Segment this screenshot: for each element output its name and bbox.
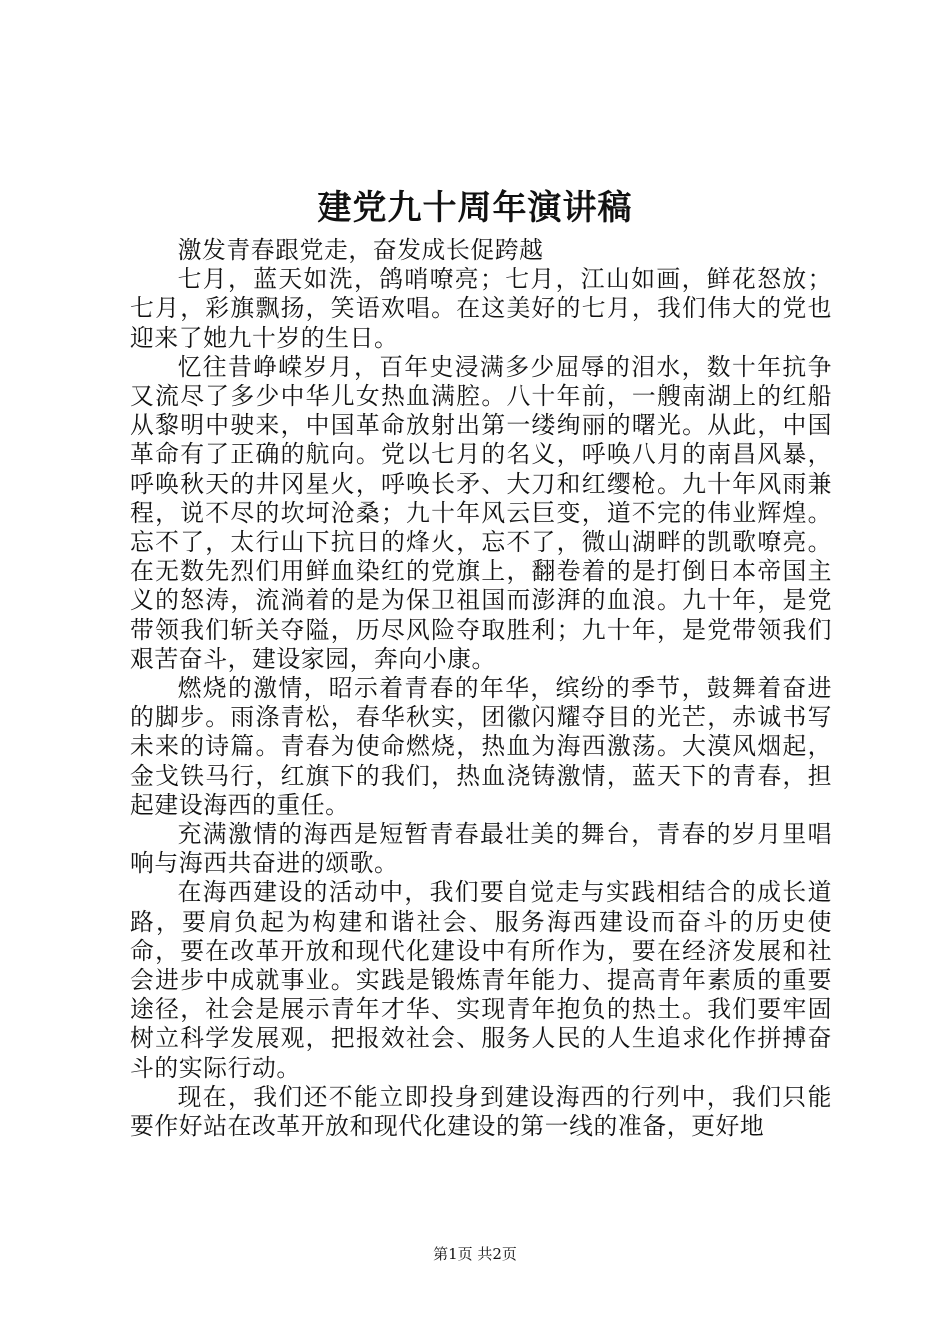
paragraph-history: 忆往昔峥嵘岁月，百年史浸满多少屈辱的泪水，数十年抗争又流尽了多少中华儿女热血满腔。八十年前，一艘南湖上的红船从黎明中驶来，中国革命放射出第一缕绚丽的曙光。从此，中国革命有了正确的航向。党以七月的名义，呼唤八月的南昌风暴，呼唤秋天的井冈星火，呼唤长矛、大刀和红缨枪。九十年风雨兼程，说不尽的坎坷沧桑；九十年风云巨变，道不完的伟业辉煌。忘不了，太行山下抗日的烽火，忘不了，微山湖畔的凯歌嘹亮。在无数先烈们用鲜血染红的党旗上，翻卷着的是打倒日本帝国主义的怒涛，流淌着的是为保卫祖国而澎湃的血浪。九十年，是党带领我们斩关夺隘，历尽风险夺取胜利；九十年，是党带领我们艰苦奋斗，建设家园，奔向小康。 bbox=[130, 352, 832, 673]
document-title: 建党九十周年演讲稿 bbox=[317, 188, 633, 228]
paragraph-passion: 燃烧的激情，昭示着青春的年华，缤纷的季节，鼓舞着奋进的脚步。雨涤青松，春华秋实，团徽闪耀夺目的光芒，赤诚书写未来的诗篇。青春为使命燃烧，热血为海西激荡。大漠风烟起，金戈铁马行，红旗下的我们，热血浇铸激情，蓝天下的青春，担起建设海西的重任。 bbox=[130, 674, 832, 819]
paragraph-july: 七月，蓝天如洗，鸽哨嘹亮；七月，江山如画，鲜花怒放；七月，彩旗飘扬，笑语欢唱。在这美好的七月，我们伟大的党也迎来了她九十岁的生日。 bbox=[130, 265, 832, 352]
page-footer: 第1页 共2页 bbox=[433, 1245, 517, 1263]
paragraph-now: 现在，我们还不能立即投身到建设海西的行列中，我们只能要作好站在改革开放和现代化建设的第一线的准备，更好地 bbox=[130, 1082, 832, 1141]
paragraph-haixi-stage: 充满激情的海西是短暂青春最壮美的舞台，青春的岁月里唱响与海西共奋进的颂歌。 bbox=[130, 820, 832, 878]
document-body bbox=[130, 236, 832, 1141]
paragraph-subtitle: 激发青春跟党走，奋发成长促跨越 bbox=[177, 236, 544, 264]
paragraph-haixi-construction: 在海西建设的活动中，我们要自觉走与实践相结合的成长道路，要肩负起为构建和谐社会、服务海西建设而奋斗的历史使命，要在改革开放和现代化建设中有所作为，要在经济发展和社会进步中成就事业。实践是锻炼青年能力、提高青年素质的重要途径，社会是展示青年才华、实现青年抱负的热土。我们要牢固树立科学发展观，把报效社会、服务人民的人生追求化作拼搏奋斗的实际行动。 bbox=[130, 878, 832, 1082]
